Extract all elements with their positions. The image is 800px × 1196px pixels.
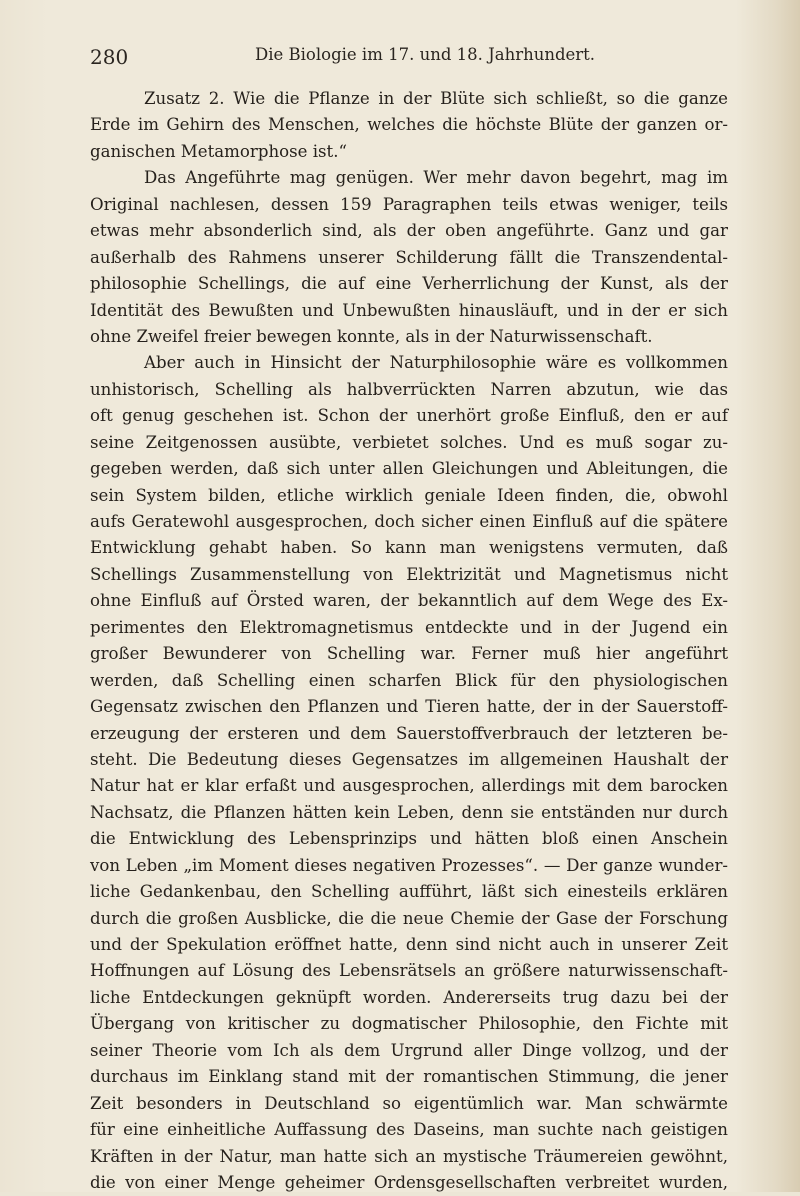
text-line: großer Bewunderer von Schelling war. Ferner muß hier angeführt bbox=[90, 644, 728, 664]
text-line: ganischen Metamorphose ist.“ bbox=[90, 141, 347, 161]
text-line: Aber auch in Hinsicht der Naturphilosophie wäre es vollkommen bbox=[144, 353, 728, 373]
text-line: ohne Zweifel freier bewegen konnte, als in der Naturwissenschaft. bbox=[90, 326, 653, 346]
text-line: werden, daß Schelling einen scharfen Blick für den physiologischen bbox=[90, 670, 728, 690]
page-number: 280 bbox=[90, 45, 129, 69]
text-line: Übergang von kritischer zu dogmatischer Philosophie, den Fichte mit bbox=[90, 1014, 728, 1034]
text-line: Das Angeführte mag genügen. Wer mehr davon begehrt, mag im bbox=[144, 168, 728, 188]
text-line: etwas mehr absonderlich sind, als der oben angeführte. Ganz und gar bbox=[90, 221, 728, 241]
text-line: Hoffnungen auf Lösung des Lebensrätsels an größere naturwissenschaft- bbox=[90, 961, 728, 981]
text-line: philosophie Schellings, die auf eine Verherrlichung der Kunst, als der bbox=[90, 274, 728, 294]
text-line: Schellings Zusammenstellung von Elektrizität und Magnetismus nicht bbox=[90, 564, 728, 584]
text-line: durchaus im Einklang stand mit der romantischen Stimmung, die jener bbox=[90, 1067, 728, 1087]
text-line: und der Spekulation eröffnet hatte, denn sind nicht auch in unserer Zeit bbox=[90, 935, 728, 954]
text-line: Natur hat er klar erfaßt und ausgesprochen, allerdings mit dem barocken bbox=[90, 776, 728, 796]
text-line: von Leben „im Moment dieses negativen Prozesses“. — Der ganze wunder- bbox=[90, 855, 728, 875]
text-line: seine Zeitgenossen ausübte, verbietet solches. Und es muß sogar zu- bbox=[90, 432, 728, 452]
text-line: seiner Theorie vom Ich als dem Urgrund aller Dinge vollzog, und der bbox=[90, 1040, 728, 1060]
text-line: Gegensatz zwischen den Pflanzen und Tieren hatte, der in der Sauerstoff- bbox=[90, 697, 728, 717]
text-line: Original nachlesen, dessen 159 Paragraphen teils etwas weniger, teils bbox=[90, 194, 728, 214]
text-line: Zusatz 2. Wie die Pflanze in der Blüte sich schließt, so die ganze bbox=[144, 89, 728, 108]
text-line: Entwicklung gehabt haben. So kann man wenigstens vermuten, daß bbox=[90, 538, 728, 558]
body-text bbox=[90, 86, 728, 1196]
text-line: gegeben werden, daß sich unter allen Gleichungen und Ableitungen, die bbox=[90, 459, 728, 479]
text-line: perimentes den Elektromagnetismus entdeckte und in der Jugend ein bbox=[90, 617, 728, 637]
page-header bbox=[90, 42, 728, 72]
text-line: oft genug geschehen ist. Schon der unerhört große Einfluß, den er auf bbox=[90, 406, 728, 426]
text-line: sein System bilden, etliche wirklich geniale Ideen finden, die, obwohl bbox=[90, 485, 728, 505]
text-line: Identität des Bewußten und Unbewußten hinausläuft, und in der er sich bbox=[90, 300, 728, 320]
text-line: aufs Geratewohl ausgesprochen, doch sicher einen Einfluß auf die spätere bbox=[90, 512, 728, 531]
text-line: die Entwicklung des Lebensprinzips und hätten bloß einen Anschein bbox=[90, 829, 728, 849]
running-head: Die Biologie im 17. und 18. Jahrhundert. bbox=[255, 45, 596, 64]
text-line: Zeit besonders in Deutschland so eigentümlich war. Man schwärmte bbox=[90, 1093, 728, 1113]
text-line: liche Entdeckungen geknüpft worden. Andererseits trug dazu bei der bbox=[90, 987, 728, 1007]
text-line: die von einer Menge geheimer Ordensgesellschaften verbreitet wurden, bbox=[90, 1172, 728, 1192]
text-line: Nachsatz, die Pflanzen hätten kein Leben, denn sie entständen nur durch bbox=[90, 802, 728, 822]
text-line: Erde im Gehirn des Menschen, welches die höchste Blüte der ganzen or- bbox=[90, 115, 728, 135]
text-line: steht. Die Bedeutung dieses Gegensatzes im allgemeinen Haushalt der bbox=[90, 749, 728, 769]
text-line: ohne Einfluß auf Örsted waren, der bekanntlich auf dem Wege des Ex- bbox=[90, 591, 728, 611]
text-line: Kräften in der Natur, man hatte sich an mystische Träumereien gewöhnt, bbox=[90, 1146, 728, 1166]
text-line: unhistorisch, Schelling als halbverrückten Narren abzutun, wie das bbox=[90, 379, 728, 399]
text-line: liche Gedankenbau, den Schelling aufführt, läßt sich einesteils erklären bbox=[90, 882, 728, 902]
text-line: für eine einheitliche Auffassung des Daseins, man suchte nach geistigen bbox=[90, 1120, 728, 1140]
text-line: durch die großen Ausblicke, die die neue Chemie der Gase der Forschung bbox=[90, 908, 728, 928]
text-line: erzeugung der ersteren und dem Sauerstoffverbrauch der letzteren be- bbox=[90, 723, 728, 743]
text-line: außerhalb des Rahmens unserer Schilderung fällt die Transzendental- bbox=[90, 247, 728, 267]
